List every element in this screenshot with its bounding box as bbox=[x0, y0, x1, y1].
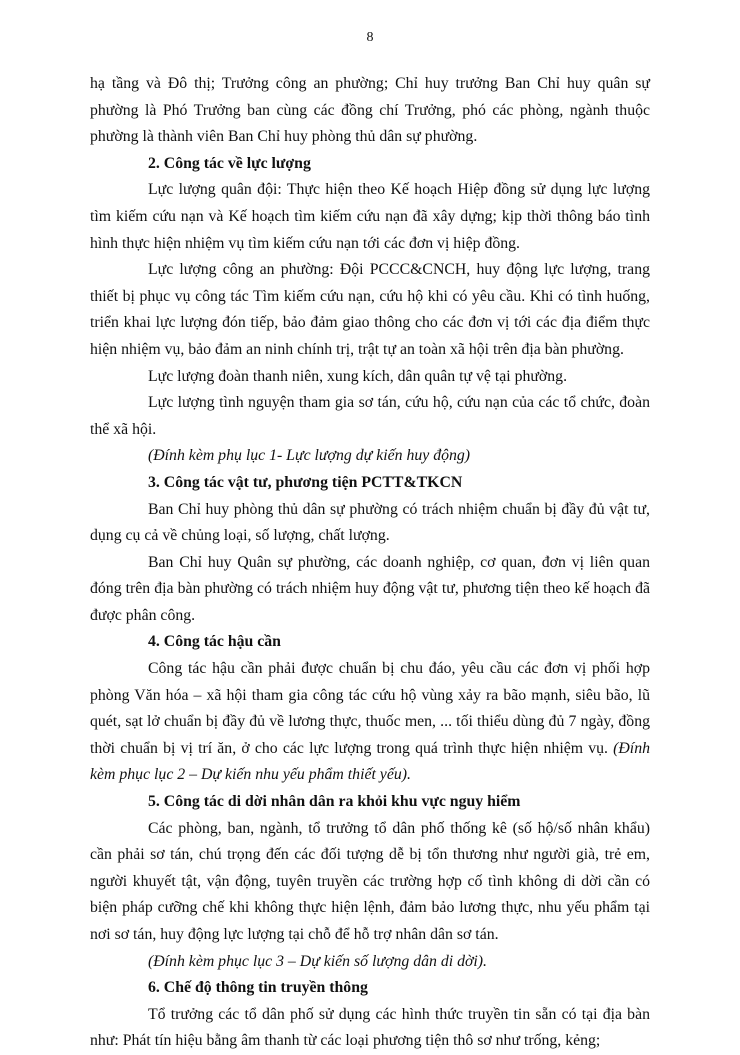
section-heading-forces: 2. Công tác về lực lượng bbox=[148, 154, 311, 172]
appendix-note-3: (Đính kèm phục lục 3 – Dự kiến số lượng dân di dời). bbox=[148, 952, 488, 970]
section-heading-evacuation: 5. Công tác di dời nhân dân ra khỏi khu vực nguy hiểm bbox=[148, 793, 521, 811]
paragraph-logistics-text: Công tác hậu cần phải được chuẩn bị chu đáo, yêu cầu các đơn vị phối hợp phòng Văn hóa – xã hội tham gia công tác cứu hộ vùng xảy ra bão mạnh, siêu bão, lũ quét, sạt lở chuẩn bị đầy đủ về lương thực, thuốc men, ... tối thiểu dùng đủ 7 ngày, đồng thời chuẩn bị vị trí ăn, ở cho các lực lượng trong quá trình thực hiện nhiệm vụ. bbox=[90, 660, 650, 757]
paragraph-evacuation: Các phòng, ban, ngành, tổ trưởng tổ dân phố thống kê (số hộ/số nhân khẩu) cần phải sơ tán, chú trọng đến các đối tượng dễ bị tổn thương như người già, trẻ em, người khuyết tật, vận động, tuyên truyền các trường hợp cố tình không di dời cần có biện pháp cưỡng chế khi không thực hiện lệnh, đảm bảo lương thực, nhu yếu phẩm tại nơi sơ tán, huy động lực lượng tại chỗ để hỗ trợ nhân dân sơ tán. bbox=[90, 819, 650, 943]
appendix-note-2: (Đính kèm phục lục 2 – Dự kiến nhu yếu phẩm thiết yếu). bbox=[90, 739, 650, 784]
section-heading-logistics: 4. Công tác hậu cần bbox=[148, 633, 281, 651]
paragraph-logistics bbox=[90, 656, 650, 789]
paragraph-communication: Tổ trưởng các tổ dân phố sử dụng các hình thức truyền tin sẵn có tại địa bàn như: Phát tín hiệu bằng âm thanh từ các loại phương tiện thô sơ như trống, kẻng; bbox=[90, 1005, 650, 1050]
paragraph-continuation: hạ tầng và Đô thị; Trưởng công an phường; Chỉ huy trưởng Ban Chỉ huy quân sự phường là Phó Trưởng ban cùng các đồng chí Trưởng, phó các phòng, ngành thuộc phường là thành viên Ban Chỉ huy phòng thủ dân sự phường. bbox=[90, 75, 650, 146]
paragraph-police-forces: Lực lượng công an phường: Đội PCCC&CNCH, huy động lực lượng, trang thiết bị phục vụ công tác Tìm kiếm cứu nạn, cứu hộ khi có yêu cầu. Khi có tình huống, triển khai lực lượng đón tiếp, bảo đảm giao thông cho các đơn vị tới các địa điểm thực hiện nhiệm vụ, bảo đảm an ninh chính trị, trật tự an toàn xã hội trên địa bàn phường. bbox=[90, 261, 650, 358]
section-heading-supplies: 3. Công tác vật tư, phương tiện PCTT&TKCN bbox=[148, 473, 463, 491]
paragraph-military-forces: Lực lượng quân đội: Thực hiện theo Kế hoạch Hiệp đồng sử dụng lực lượng tìm kiếm cứu nạn và Kế hoạch tìm kiếm cứu nạn đã xây dựng; kịp thời thông báo tình hình thực hiện nhiệm vụ tìm kiếm cứu nạn tới các đơn vị hiệp đồng. bbox=[90, 181, 650, 252]
document-body bbox=[90, 71, 650, 1055]
paragraph-volunteer-forces: Lực lượng tình nguyện tham gia sơ tán, cứu hộ, cứu nạn của các tổ chức, đoàn thể xã hội. bbox=[90, 394, 650, 438]
paragraph-youth-forces: Lực lượng đoàn thanh niên, xung kích, dân quân tự vệ tại phường. bbox=[148, 367, 568, 385]
appendix-note-1: (Đính kèm phụ lục 1- Lực lượng dự kiến huy động) bbox=[148, 447, 471, 465]
paragraph-supplies-1: Ban Chỉ huy phòng thủ dân sự phường có trách nhiệm chuẩn bị đầy đủ vật tư, dụng cụ cả về chủng loại, số lượng, chất lượng. bbox=[90, 500, 650, 545]
paragraph-supplies-2: Ban Chỉ huy Quân sự phường, các doanh nghiệp, cơ quan, đơn vị liên quan đóng trên địa bàn phường có trách nhiệm huy động vật tư, phương tiện theo kế hoạch đã được phân công. bbox=[90, 553, 650, 624]
page-number: 8 bbox=[366, 30, 374, 45]
section-heading-communication: 6. Chế độ thông tin truyền thông bbox=[148, 979, 368, 997]
